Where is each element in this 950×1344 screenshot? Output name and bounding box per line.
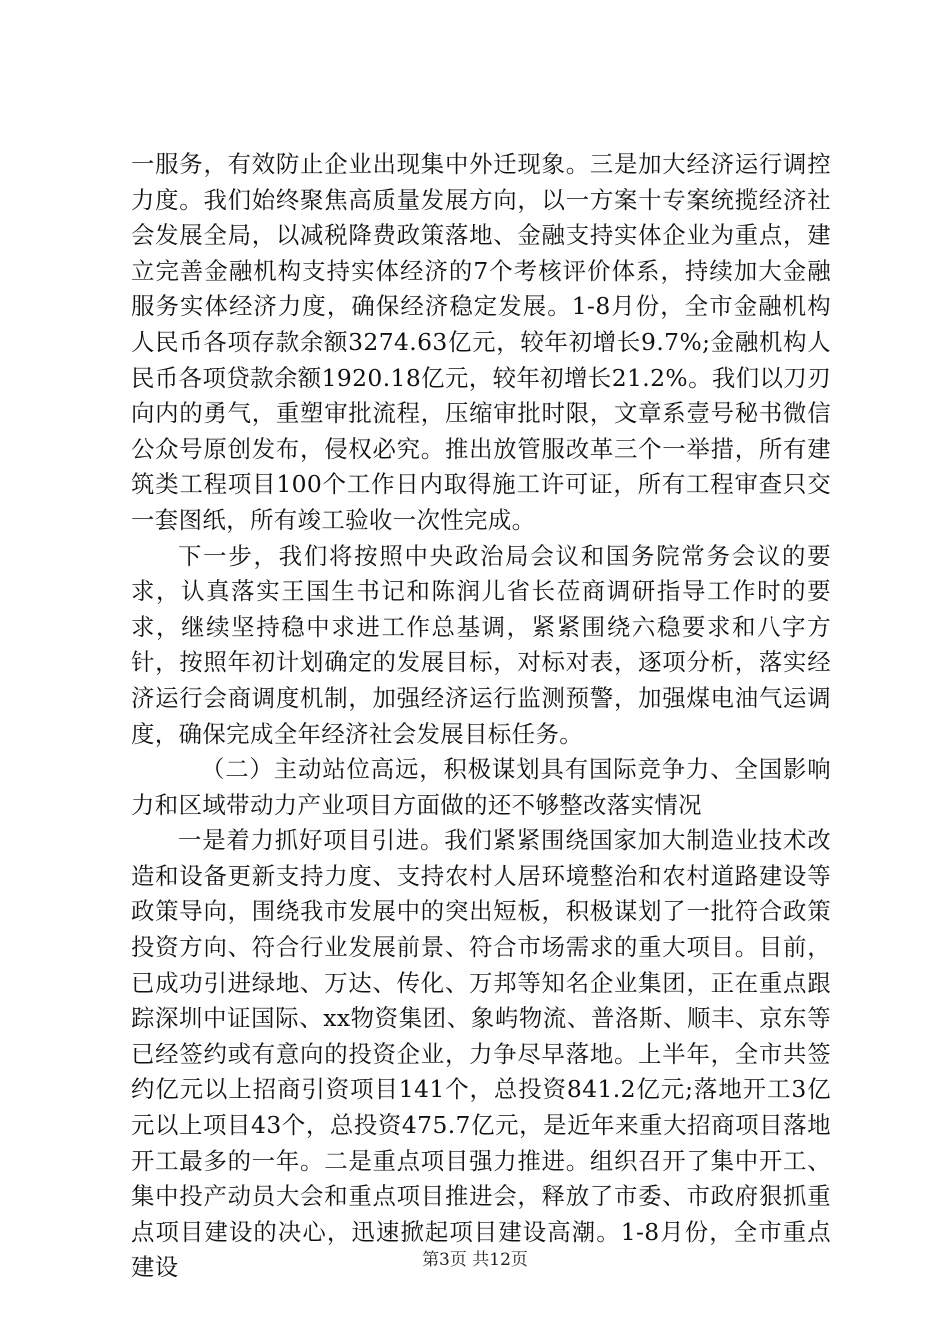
page-number-footer: 第3页 共12页 <box>422 1250 528 1270</box>
paragraph-continuation: 一服务，有效防止企业出现集中外迁现象。三是加大经济运行调控力度。我们始终聚焦高质量发展方向，以一方案十专案统揽经济社会发展全局，以减税降费政策落地、金融支持实体企业为重点，建立完善金融机构支持实体经济的7个考核评价体系，持续加大金融服务实体经济力度，确保经济稳定发展。1-8月份，全市金融机构人民币各项存款余额3274.63亿元，较年初增长9.7%;金融机构人民币各项贷款余额1920.18亿元，较年初增长21.2%。我们以刀刃向内的勇气，重塑审批流程，压缩审批时限，文章系壹号秘书微信公众号原创发布，侵权必究。推出放管服改革三个一举措，所有建筑类工程项目100个工作日内取得施工许可证，所有工程审查只交一套图纸，所有竣工验收一次性完成。 <box>131 150 831 534</box>
document-body <box>131 147 831 1286</box>
paragraph-project-introduction: 一是着力抓好项目引进。我们紧紧围绕国家加大制造业技术改造和设备更新支持力度、支持农村人居环境整治和农村道路建设等政策导向，围绕我市发展中的突出短板，积极谋划了一批符合政策投资方向、符合行业发展前景、符合市场需求的重大项目。目前，已成功引进绿地、万达、传化、万邦等知名企业集团，正在重点跟踪深圳中证国际、xx物资集团、象屿物流、普洛斯、顺丰、京东等已经签约或有意向的投资企业，力争尽早落地。上半年，全市共签约亿元以上招商引资项目141个，总投资841.2亿元;落地开工3亿元以上项目43个，总投资475.7亿元，是近年来重大招商项目落地开工最多的一年。二是重点项目强力推进。组织召开了集中开工、集中投产动员大会和重点项目推进会，释放了市委、市政府狠抓重点项目建设的决心，迅速掀起项目建设高潮。1-8月份，全市重点建设 <box>131 826 831 1282</box>
paragraph-next-steps: 下一步，我们将按照中央政治局会议和国务院常务会议的要求，认真落实王国生书记和陈润儿省长莅商调研指导工作时的要求，继续坚持稳中求进工作总基调，紧紧围绕六稳要求和八字方针，按照年初计划确定的发展目标，对标对表，逐项分析，落实经济运行会商调度机制，加强经济运行监测预警，加强煤电油气运调度，确保完成全年经济社会发展目标任务。 <box>131 541 831 748</box>
section-heading: （二）主动站位高远，积极谋划具有国际竞争力、全国影响力和区域带动力产业项目方面做的还不够整改落实情况 <box>131 755 831 819</box>
